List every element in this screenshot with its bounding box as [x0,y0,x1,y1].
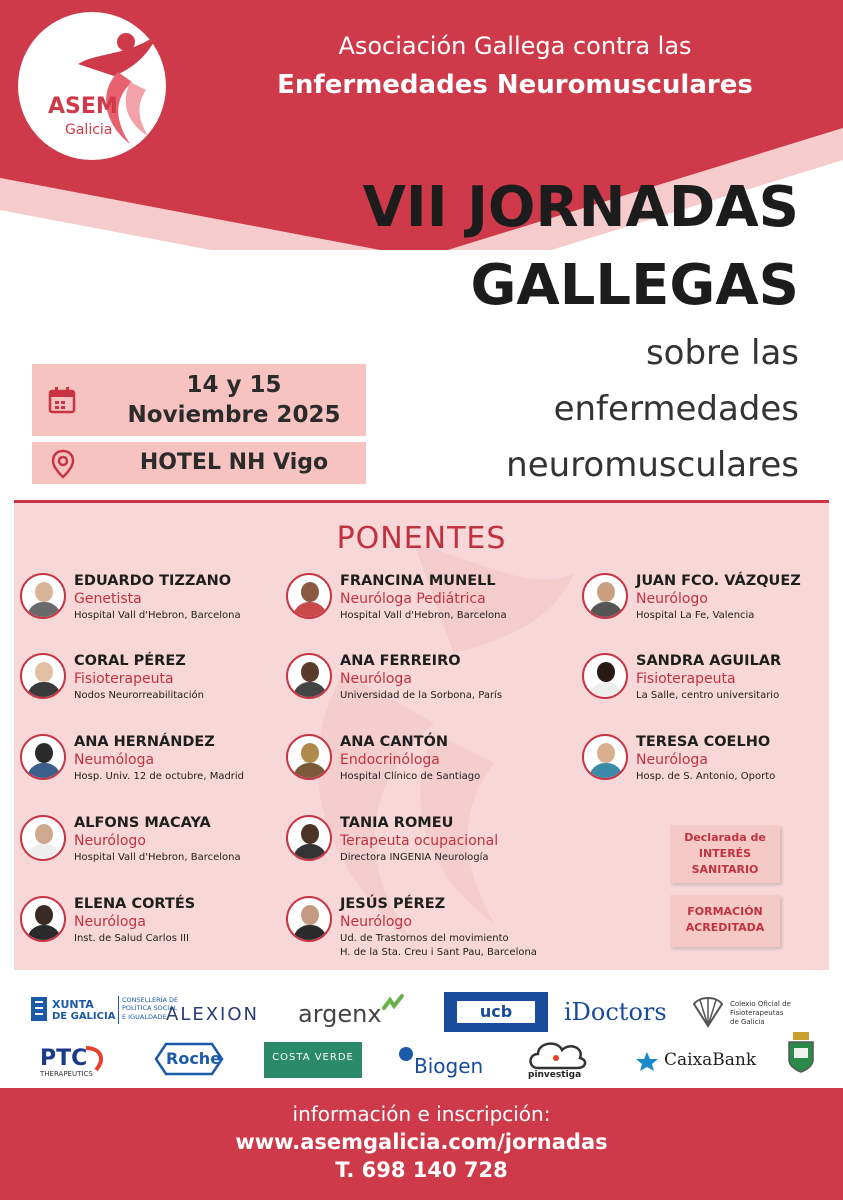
speaker-photo [20,734,66,780]
speaker-name: TERESA COELHO [636,734,771,750]
speaker-card [20,734,290,798]
caixabank-star-icon [632,1050,662,1072]
asem-logo [18,12,166,160]
date-box [32,364,366,436]
speaker-name: ALFONS MACAYA [74,815,211,831]
sponsor-ucb: ucb [457,1001,535,1023]
sponsor-text: Fisioterapeutas [730,1009,784,1018]
speakers-heading: PONENTES [336,521,507,556]
badge-text: SANITARIO [691,862,759,876]
speaker-photo [286,653,332,699]
speaker-role: Neurólogo [340,914,412,930]
speaker-name: SANDRA AGUILAR [636,653,782,669]
sponsor-costaverde-box [264,1042,362,1078]
badge-accredited-training [670,895,780,947]
speaker-card [286,896,556,966]
speaker-role: Fisioterapeuta [636,671,736,687]
sponsor-xunta-line1: XUNTA [52,998,94,1011]
speaker-card [20,815,290,879]
speaker-card [286,573,556,637]
footer [0,1088,843,1200]
speaker-photo [582,734,628,780]
association-name-line1: Asociación Gallega contra las [338,32,692,60]
speaker-affiliation: Hospital Vall d'Hebron, Barcelona [74,852,241,863]
speaker-role: Neurólogo [636,591,708,607]
location-pin-icon [50,449,76,479]
sponsor-biogen: Biogen [414,1054,484,1078]
event-venue: HOTEL NH Vigo [139,450,329,475]
speaker-role: Terapeuta ocupacional [340,833,499,849]
event-subtitle-line2: enfermedades [553,389,799,429]
sponsor-text: de Galicia [730,1018,765,1027]
speaker-card [286,815,556,879]
speaker-name: TANIA ROMEU [340,815,454,831]
venue-box [32,442,366,484]
event-subtitle-line1: sobre las [645,333,799,373]
speakers-panel [14,500,829,970]
speaker-photo [286,815,332,861]
badge-health-interest [670,825,780,883]
speaker-card [286,653,556,717]
speaker-affiliation: Hospital Vall d'Hebron, Barcelona [340,610,507,621]
speaker-photo [286,896,332,942]
pinvestiga-cloud-icon [526,1036,588,1072]
sponsor-argenx: argenx [298,1000,382,1028]
speaker-name: ANA CANTÓN [340,734,448,750]
speaker-card [20,573,290,637]
sponsor-ucb-box [444,992,548,1032]
municipal-coat-of-arms-icon [786,1030,816,1074]
sponsor-xunta-line2: DE GALICIA [52,1011,116,1022]
speaker-photo [582,573,628,619]
event-date-month-year: Noviembre 2025 [127,402,341,428]
speaker-photo [582,653,628,699]
sponsor-caixabank: CaixaBank [664,1050,757,1070]
sponsor-ptc-sub: THERAPEUTICS [40,1070,93,1078]
speaker-affiliation: Nodos Neurorreabilitación [74,690,205,701]
speaker-photo [20,896,66,942]
speaker-role: Neuróloga [340,671,412,687]
speaker-name: ELENA CORTÉS [74,896,196,912]
speaker-photo [20,815,66,861]
sponsor-text: CONSELLERÍA DE [122,996,179,1004]
argenx-leaf-icon [382,994,404,1012]
speaker-name: JUAN FCO. VÁZQUEZ [636,573,801,589]
badge-text: FORMACIÓN [687,905,763,918]
badge-text: INTERÉS [698,846,752,860]
speaker-affiliation: Hosp. de S. Antonio, Oporto [636,771,776,782]
colegio-shell-icon [690,994,726,1028]
event-subtitle-line3: neuromusculares [506,445,799,485]
sponsor-text: Colexio Oficial de [730,1000,791,1008]
speaker-affiliation: Inst. de Salud Carlos III [74,933,189,944]
association-name-line2: Enfermedades Neuromusculares [277,70,753,100]
sponsor-text: POLÍTICA SOCIAL [122,1004,178,1013]
event-date-days: 14 y 15 [186,372,282,398]
speaker-role: Neuróloga Pediátrica [340,591,486,607]
speaker-role: Neumóloga [74,752,155,768]
speaker-affiliation: Directora INGENIA Neurología [340,852,489,863]
sponsor-colegio [730,1000,791,1027]
speaker-role: Neuróloga [636,752,708,768]
speaker-card [286,734,556,798]
speaker-name: JESÚS PÉREZ [340,896,446,912]
speaker-role: Fisioterapeuta [74,671,174,687]
event-title-line1: VII JORNADAS [362,175,799,240]
speaker-affiliation: Hosp. Univ. 12 de octubre, Madrid [74,771,245,782]
logo-text-galicia: Galicia [65,122,113,138]
sponsor-divider [118,996,119,1024]
event-title-line2: GALLEGAS [470,253,799,318]
speaker-role: Endocrinóloga [340,752,440,768]
speaker-affiliation: Hospital Vall d'Hebron, Barcelona [74,610,241,621]
biogen-dot-icon [398,1046,414,1062]
speaker-affiliation: La Salle, centro universitario [636,690,780,701]
speaker-affiliation-line2: H. de la Sta. Creu i Sant Pau, Barcelona [340,947,537,958]
speaker-role: Genetista [74,591,142,607]
speaker-name: ANA FERREIRO [340,653,461,669]
speaker-photo [286,573,332,619]
sponsor-roche: Roche [166,1049,222,1068]
speaker-role: Neurólogo [74,833,146,849]
footer-website-link[interactable]: www.asemgalicia.com/jornadas [235,1130,608,1154]
speaker-card [20,896,290,960]
sponsor-costaverde: COSTA VERDE [272,1052,354,1063]
speaker-name: CORAL PÉREZ [74,653,186,669]
sponsor-alexion: ALEXION [166,1004,259,1025]
speaker-card [20,653,290,717]
sponsor-pinvestiga: pinvestiga [528,1070,582,1080]
speaker-role: Neuróloga [74,914,146,930]
speaker-affiliation: Universidad de la Sorbona, París [340,690,503,701]
speaker-name: EDUARDO TIZZANO [74,573,232,589]
badge-text: ACREDITADA [685,920,765,934]
speaker-photo [286,734,332,780]
speaker-card [582,734,843,798]
speaker-affiliation: Ud. de Trastornos del movimiento [340,933,509,944]
xunta-shield-icon [30,996,48,1022]
sponsor-text: E IGUALDADE [122,1012,167,1021]
speaker-photo [20,653,66,699]
logo-text-asem: ASEM [48,94,118,119]
speaker-card [582,653,843,717]
speaker-affiliation: Hospital La Fe, Valencia [636,610,755,621]
calendar-icon [48,386,76,414]
badge-text: Declarada de [684,831,766,844]
sponsor-ptc: PTC [40,1046,88,1071]
speaker-photo [20,573,66,619]
footer-info-label: información e inscripción: [292,1102,551,1126]
sponsor-idoctors: iDoctors [564,998,667,1026]
speaker-card [582,573,843,637]
speaker-name: ANA HERNÁNDEZ [74,734,215,750]
speaker-affiliation: Hospital Clínico de Santiago [340,771,481,782]
speaker-name: FRANCINA MUNELL [340,573,496,589]
footer-phone: T. 698 140 728 [335,1158,508,1182]
